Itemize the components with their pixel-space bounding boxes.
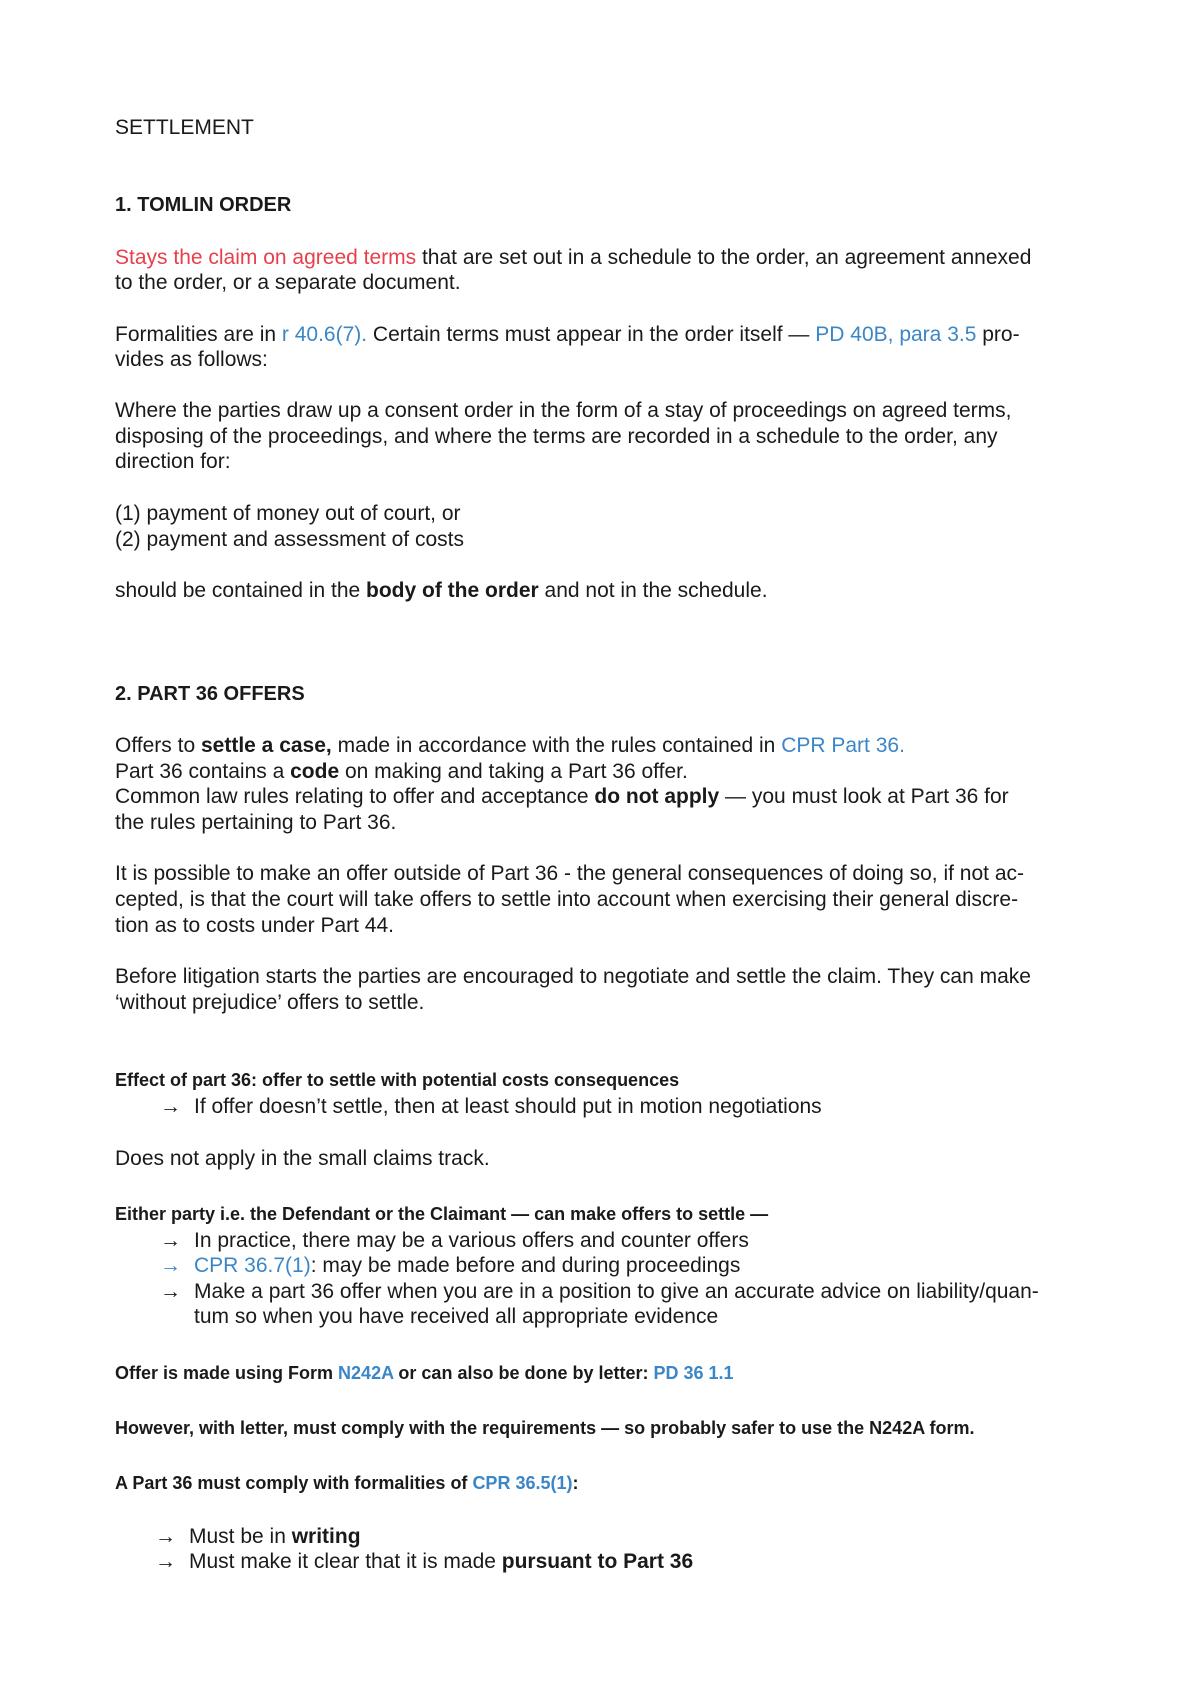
text: Must make it clear that it is made: [189, 1550, 502, 1573]
bold-text: formalities: [354, 1473, 446, 1493]
bold-text: body of the order: [366, 579, 539, 602]
text: — you must look at Part 36 for: [719, 785, 1009, 808]
arrow-icon: →: [155, 1550, 176, 1573]
paragraph: [115, 759, 688, 785]
arrow-icon: →: [155, 1525, 176, 1548]
paragraph-line: direction for:: [115, 450, 231, 473]
section-heading-part36: 2. PART 36 OFFERS: [115, 683, 305, 705]
bullet-item: [160, 1253, 740, 1279]
text: pro-: [976, 323, 1020, 346]
bold-text: code: [290, 760, 340, 783]
paragraph-line: ‘without prejudice’ offers to settle.: [115, 991, 425, 1014]
text: comply with: [240, 1473, 355, 1493]
paragraph-line: disposing of the proceedings, and where the terms are recorded in a schedule to the order, any: [115, 425, 998, 448]
paragraph-line: vides as follows:: [115, 348, 268, 371]
subheading-formalities: [115, 1470, 578, 1496]
arrow-icon: →: [160, 1254, 181, 1277]
paragraph: [115, 733, 905, 759]
bold-text: pursuant to Part 36: [501, 1550, 694, 1573]
paragraph-line: cepted, is that the court will take offers to settle into account when exercising their general discre-: [115, 888, 1019, 911]
paragraph-line: Where the parties draw up a consent order in the form of a stay of proceedings on agreed terms,: [115, 399, 1012, 422]
text: or can also be done by letter:: [393, 1363, 654, 1383]
subheading-effect: Effect of part 36: offer to settle with potential costs consequences: [115, 1070, 680, 1090]
text: made in accordance with the rules contained in: [331, 734, 782, 757]
section-heading-tomlin: 1. TOMLIN ORDER: [115, 194, 292, 216]
paragraph: [115, 322, 1020, 348]
subheading-letter: However, with letter, must comply with the requirements — so probably safer to use the N242A form.: [115, 1418, 975, 1438]
bullet-continuation: tum so when you have received all appropriate evidence: [194, 1305, 719, 1328]
bold-text: do not apply: [594, 785, 720, 808]
bold-text: writing: [291, 1525, 361, 1548]
paragraph-line: Before litigation starts the parties are encouraged to negotiate and settle the claim. They can make: [115, 965, 1031, 988]
document-title: SETTLEMENT: [115, 116, 254, 139]
text: Offer is made using Form: [115, 1363, 339, 1383]
arrow-icon: →: [160, 1095, 181, 1118]
paragraph: [115, 245, 1031, 271]
paragraph-line: tion as to costs under Part 44.: [115, 914, 394, 937]
text: that are set out in a schedule to the order, an agreement annexed: [416, 246, 1032, 269]
subheading-either-party: Either party i.e. the Defendant or the Claimant — can make offers to settle —: [115, 1204, 769, 1224]
text: :: [572, 1473, 579, 1493]
bullet-item: [160, 1228, 749, 1254]
paragraph: Does not apply in the small claims track.: [115, 1147, 490, 1170]
text: Certain terms must appear in the order itself —: [367, 323, 816, 346]
highlight-text: Stays the claim on agreed terms: [115, 246, 417, 269]
text: Common law rules relating to offer and acceptance: [115, 785, 595, 808]
text: Formalities are in: [115, 323, 282, 346]
paragraph: [115, 784, 1009, 810]
reference-link[interactable]: CPR 36.7(1): [194, 1254, 311, 1277]
arrow-icon: →: [160, 1229, 181, 1252]
paragraph-line: It is possible to make an offer outside of Part 36 - the general consequences of doing so, if not ac-: [115, 862, 1024, 885]
reference-link[interactable]: PD 36 1.1: [653, 1363, 734, 1383]
paragraph-line: the rules pertaining to Part 36.: [115, 811, 397, 834]
text: Must be in: [189, 1525, 292, 1548]
bold-text: settle a case,: [200, 734, 332, 757]
text: on making and taking a Part 36 offer.: [339, 760, 688, 783]
text: Make a part 36 offer when you are in a position to give an accurate advice on liability/quan-: [194, 1280, 1039, 1303]
text: should be contained in the: [115, 579, 367, 602]
text: and not in the schedule.: [538, 579, 768, 602]
subheading-form: [115, 1360, 734, 1386]
text: A Part 36: [115, 1473, 198, 1493]
text: If offer doesn’t settle, then at least should put in motion negotiations: [194, 1095, 822, 1118]
paragraph-line: to the order, or a separate document.: [115, 271, 461, 294]
list-item: (1) payment of money out of court, or: [115, 502, 461, 525]
paragraph: [115, 578, 768, 604]
reference-link[interactable]: r 40.6(7).: [281, 323, 368, 346]
reference-link[interactable]: N242A: [338, 1363, 394, 1383]
bold-text: must: [197, 1473, 241, 1493]
text: Part 36 contains a: [115, 760, 291, 783]
reference-link[interactable]: CPR Part 36.: [781, 734, 905, 757]
reference-link[interactable]: CPR 36.5(1): [472, 1473, 573, 1493]
bullet-item: [155, 1549, 693, 1575]
list-item: (2) payment and assessment of costs: [115, 528, 464, 551]
text: of: [445, 1473, 473, 1493]
text: : may be made before and during proceedings: [310, 1254, 741, 1277]
bullet-item: [155, 1524, 361, 1550]
bullet-item: [160, 1279, 1039, 1305]
arrow-icon: →: [160, 1280, 181, 1303]
text: Offers to: [115, 734, 201, 757]
reference-link[interactable]: PD 40B, para 3.5: [815, 323, 977, 346]
text: In practice, there may be a various offers and counter offers: [194, 1229, 749, 1252]
bullet-item: [160, 1094, 822, 1120]
